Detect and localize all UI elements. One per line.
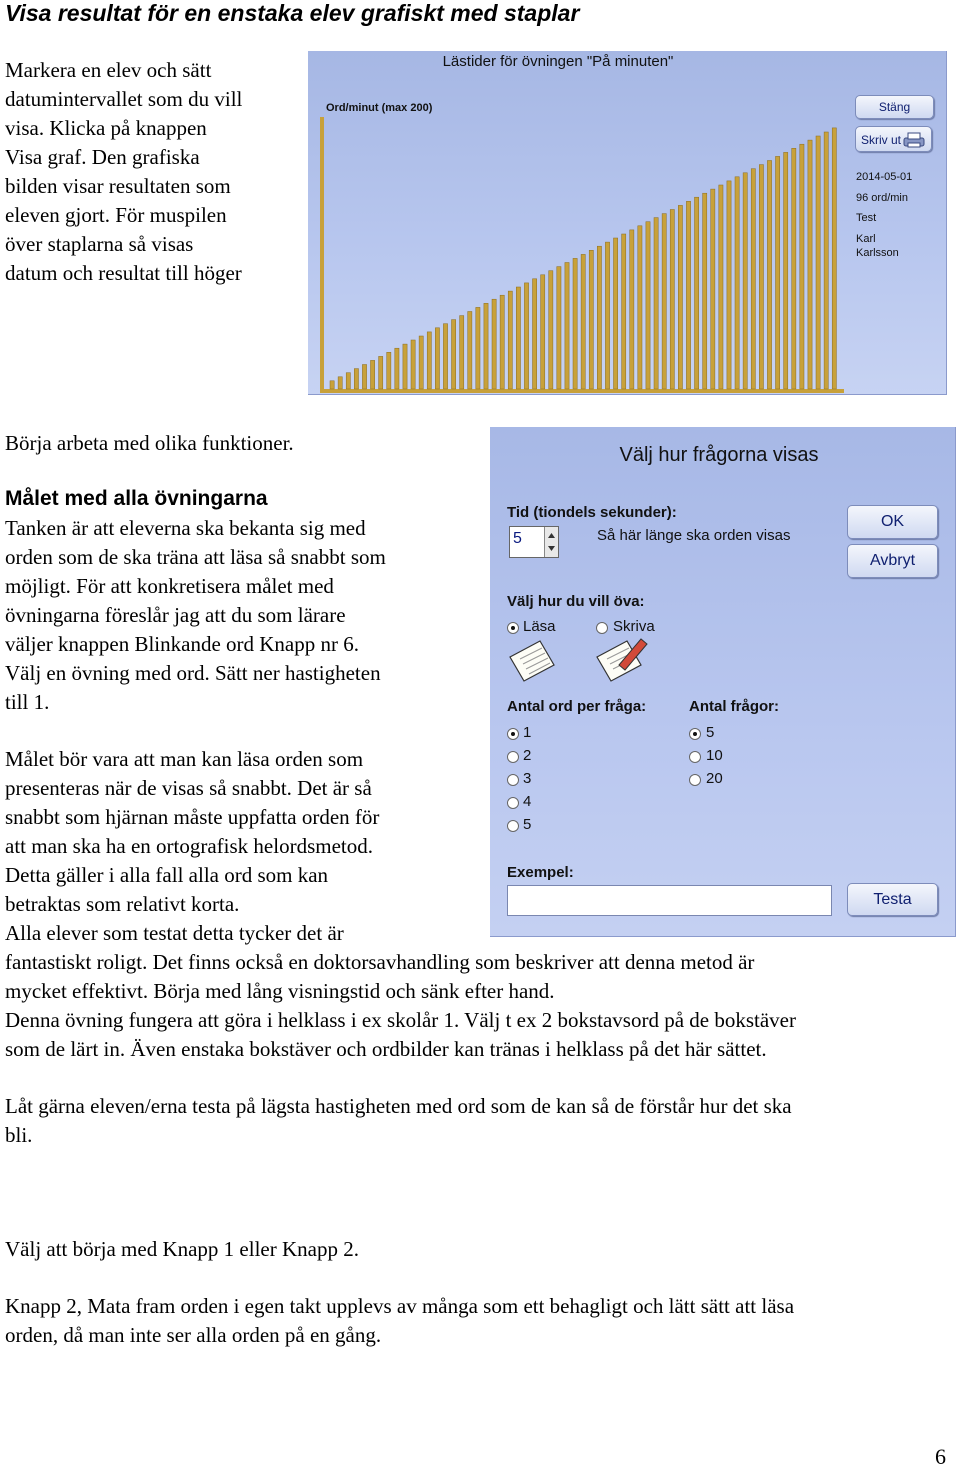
bar[interactable] [460, 316, 464, 389]
words-option-label: 4 [523, 793, 532, 810]
dialog-title: Välj hur frågorna visas [619, 444, 819, 466]
text-line: mycket effektivt. Börja med lång visningstid och sänk efter hand. [5, 979, 555, 1003]
questions-option-label: 5 [706, 724, 715, 741]
bar[interactable] [719, 185, 723, 389]
example-label: Exempel: [507, 864, 574, 881]
bar[interactable] [695, 197, 699, 389]
info-date: 2014-05-01 [856, 171, 913, 183]
bar[interactable] [800, 144, 804, 389]
radio-read[interactable] [507, 622, 519, 634]
print-button[interactable] [855, 126, 932, 152]
bar[interactable] [727, 181, 731, 389]
text-line: Markera en elev och sätt [5, 58, 212, 82]
bar[interactable] [646, 222, 650, 389]
words-option-label: 5 [523, 816, 532, 833]
bar[interactable] [500, 295, 504, 389]
spinner-arrows-icon [545, 527, 558, 557]
bar[interactable] [654, 218, 658, 389]
bar[interactable] [484, 303, 488, 389]
text-line: väljer knappen Blinkande ord Knapp nr 6. [5, 632, 359, 656]
bar[interactable] [808, 140, 812, 389]
text-line: datum och resultat till höger [5, 261, 242, 285]
bar[interactable] [387, 352, 391, 389]
text-line: orden, då man inte ser alla orden på en gång. [5, 1323, 382, 1347]
write-notebook-icon [593, 635, 649, 683]
bar[interactable] [346, 373, 350, 389]
paragraph-aim [5, 745, 379, 948]
bar[interactable] [492, 299, 496, 389]
words-option-label: 1 [523, 724, 532, 741]
printer-icon [903, 132, 925, 148]
paragraph-button-2 [5, 1292, 794, 1350]
words-option-label: 3 [523, 770, 532, 787]
bar[interactable] [565, 263, 569, 390]
text-line: Denna övning fungera att göra i helklass i ex skolår 1. Välj t ex 2 bokstavsord på de bokstäver [5, 1008, 796, 1032]
bar[interactable] [557, 267, 561, 389]
paragraph-aim-continued [5, 948, 796, 1064]
text-line: betraktas som relativt korta. [5, 892, 240, 916]
bar[interactable] [581, 254, 585, 389]
intro-paragraph [5, 56, 242, 288]
bar[interactable] [338, 377, 342, 389]
time-spinner[interactable] [509, 526, 559, 558]
bar[interactable] [427, 332, 431, 389]
bar[interactable] [354, 369, 358, 389]
radio-words-5[interactable] [507, 820, 519, 832]
bar[interactable] [622, 234, 626, 389]
bar[interactable] [516, 287, 520, 389]
close-button[interactable]: Stäng [855, 95, 934, 119]
radio-words-2[interactable] [507, 751, 519, 763]
text-line: orden som de ska träna att läsa så snabbt som [5, 545, 386, 569]
questions-option-label: 20 [706, 770, 723, 787]
info-student-first: Karl [856, 233, 876, 245]
bar[interactable] [711, 189, 715, 389]
bar[interactable] [670, 210, 674, 390]
bar[interactable] [743, 173, 747, 389]
words-option-label: 2 [523, 747, 532, 764]
question-count-label: Antal frågor: [689, 698, 779, 715]
settings-dialog-screenshot [490, 427, 956, 937]
time-label: Tid (tiondels sekunder): [507, 504, 677, 521]
bar[interactable] [638, 226, 642, 389]
y-axis-label: Ord/minut (max 200) [326, 102, 433, 114]
bar[interactable] [678, 205, 682, 389]
page-number: 6 [935, 1444, 946, 1469]
bar[interactable] [573, 258, 577, 389]
radio-words-1[interactable] [507, 728, 519, 740]
bar[interactable] [784, 152, 788, 389]
x-axis-line [320, 389, 844, 393]
bar[interactable] [776, 156, 780, 389]
bar[interactable] [508, 291, 512, 389]
bar[interactable] [759, 165, 763, 389]
bar[interactable] [443, 324, 447, 389]
bar[interactable] [395, 348, 399, 389]
radio-questions-10[interactable] [689, 751, 701, 763]
bar[interactable] [605, 242, 609, 389]
bar[interactable] [371, 360, 375, 389]
text-line: Låt gärna eleven/erna testa på lägsta hastigheten med ord som de kan så de förstår hur det ska [5, 1094, 792, 1118]
questions-option-label: 10 [706, 747, 723, 764]
info-exercise: Test [856, 212, 877, 224]
text-line: Tanken är att eleverna ska bekanta sig med [5, 516, 366, 540]
text-line: fantastiskt roligt. Det finns också en doktorsavhandling som beskriver att denna metod är [5, 950, 755, 974]
page-heading: Visa resultat för en enstaka elev grafiskt med staplar [5, 0, 580, 26]
cancel-button[interactable]: Avbryt [847, 544, 938, 578]
text-line: Visa graf. Den grafiska [5, 145, 200, 169]
example-field[interactable] [507, 885, 832, 916]
text-line: bli. [5, 1123, 33, 1147]
bar[interactable] [468, 312, 472, 390]
bar[interactable] [597, 246, 601, 389]
bar-chart [320, 117, 844, 393]
bar[interactable] [476, 307, 480, 389]
text-line: Välj en övning med ord. Sätt ner hastigheten [5, 661, 381, 685]
paragraph-choose-button: Välj att börja med Knapp 1 eller Knapp 2. [5, 1237, 359, 1261]
text-line: Detta gäller i alla fall alla ord som kan [5, 863, 329, 887]
time-value: 5 [513, 530, 522, 547]
bar[interactable] [703, 193, 707, 389]
practice-label: Välj hur du vill öva: [507, 593, 645, 610]
text-line: Alla elever som testat detta tycker det är [5, 921, 344, 945]
option-write-label: Skriva [613, 618, 655, 635]
radio-write[interactable] [596, 622, 608, 634]
text-line: eleven gjort. För muspilen [5, 203, 227, 227]
bar[interactable] [362, 365, 366, 390]
bar[interactable] [767, 161, 771, 390]
paragraph-test-slowest [5, 1092, 792, 1150]
text-line: som de lärt in. Även enstaka bokstäver och ordbilder kan tränas i helklass på det här sättet. [5, 1037, 767, 1061]
read-notebook-icon [506, 637, 558, 683]
spinner-arrows[interactable] [544, 527, 558, 557]
bars-group [330, 128, 836, 389]
text-line: visa. Klicka på knappen [5, 116, 207, 140]
bar[interactable] [686, 201, 690, 389]
paragraph-start: Börja arbeta med olika funktioner. [5, 431, 294, 455]
radio-words-3[interactable] [507, 774, 519, 786]
bar[interactable] [662, 214, 666, 389]
bar[interactable] [435, 328, 439, 389]
info-rate: 96 ord/min [856, 192, 908, 204]
paragraph-goal [5, 514, 386, 717]
bar[interactable] [379, 356, 383, 389]
text-line: presenteras när de visas så snabbt. Det är så [5, 776, 372, 800]
info-student-last: Karlsson [856, 247, 899, 259]
text-line: snabbt som hjärnan måste uppfatta orden för [5, 805, 380, 829]
bar[interactable] [533, 279, 537, 389]
time-note: Så här länge ska orden visas [597, 527, 791, 544]
radio-questions-5[interactable] [689, 728, 701, 740]
y-axis-line [320, 117, 324, 393]
text-line: Knapp 2, Mata fram orden i egen takt upplevs av många som ett behagligt och lätt sätt att läsa [5, 1294, 795, 1318]
words-per-question-label: Antal ord per fråga: [507, 698, 647, 715]
bar[interactable] [403, 344, 407, 389]
radio-questions-20[interactable] [689, 774, 701, 786]
print-button-label: Skriv ut [861, 133, 902, 147]
bar[interactable] [549, 271, 553, 389]
chart-window-screenshot [308, 51, 947, 395]
bar[interactable] [751, 169, 755, 389]
bar[interactable] [614, 238, 618, 389]
text-line: bilden visar resultaten som [5, 174, 231, 198]
option-read-label: Läsa [523, 618, 556, 635]
bar[interactable] [735, 177, 739, 389]
chart-window-title: Lästider för övningen "På minuten" [442, 53, 674, 70]
test-button[interactable]: Testa [847, 883, 938, 916]
bar[interactable] [411, 340, 415, 389]
bar[interactable] [832, 128, 836, 389]
text-line: till 1. [5, 690, 50, 714]
section-heading: Målet med alla övningarna [5, 487, 268, 510]
ok-button[interactable]: OK [847, 505, 938, 539]
text-line: över staplarna så visas [5, 232, 194, 256]
bar[interactable] [419, 336, 423, 389]
bar[interactable] [524, 283, 528, 389]
bar[interactable] [330, 381, 334, 389]
bar[interactable] [792, 148, 796, 389]
bar[interactable] [816, 136, 820, 389]
bar[interactable] [630, 230, 634, 389]
bar[interactable] [589, 250, 593, 389]
bar[interactable] [452, 320, 456, 389]
text-line: övningarna föreslår jag att du som lärare [5, 603, 346, 627]
text-line: möjligt. För att konkretisera målet med [5, 574, 334, 598]
text-line: att man ska ha en ortografisk helordsmetod. [5, 834, 373, 858]
text-line: Målet bör vara att man kan läsa orden som [5, 747, 364, 771]
bar[interactable] [824, 132, 828, 389]
text-line: datumintervallet som du vill [5, 87, 243, 111]
radio-words-4[interactable] [507, 797, 519, 809]
bar[interactable] [541, 275, 545, 389]
